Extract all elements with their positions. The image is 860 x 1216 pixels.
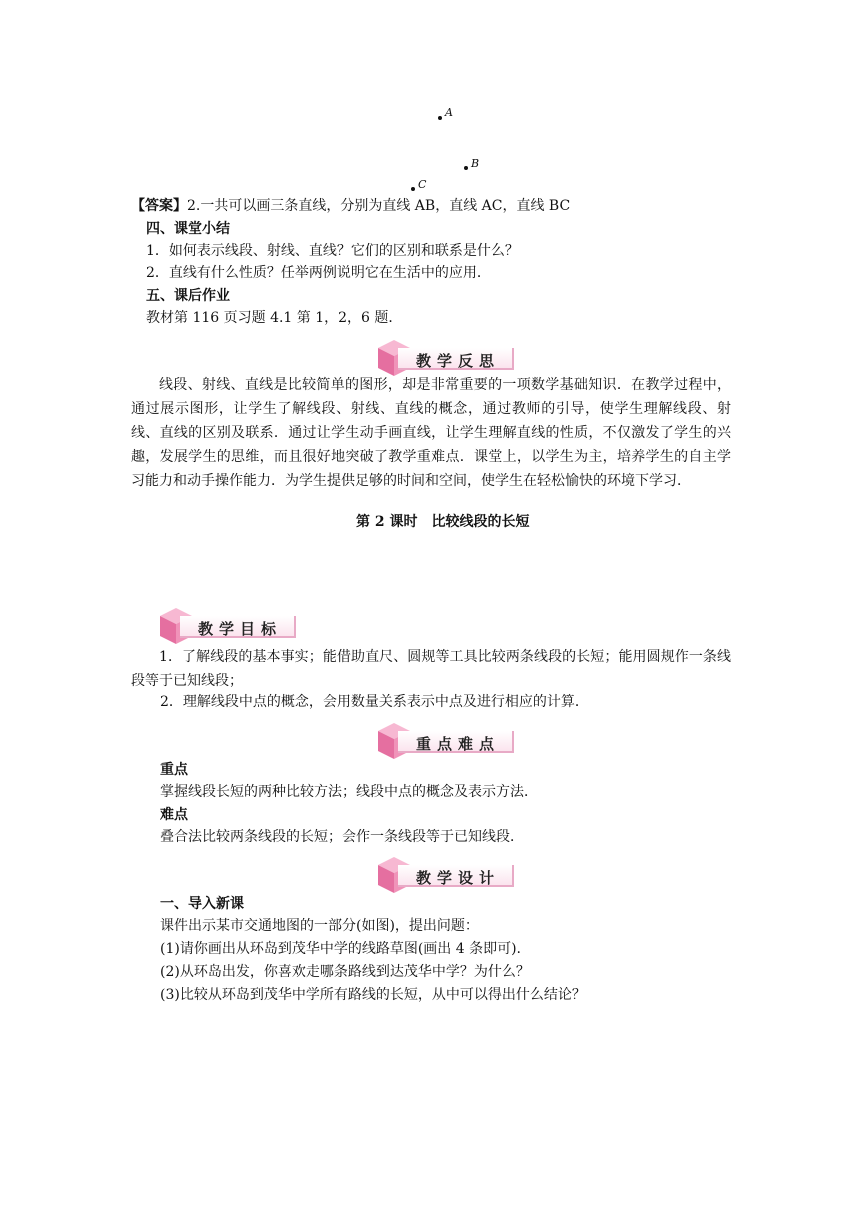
objective-1: 1．了解线段的基本事实；能借助直尺、圆规等工具比较两条线段的长短；能用圆规作一条线段等于已知线段； <box>131 649 731 689</box>
design-question-2: (2)从环岛出发，你喜欢走哪条路线到达茂华中学？为什么？ <box>160 964 530 980</box>
point-b-label: B <box>471 157 480 170</box>
objectives-banner <box>158 610 298 644</box>
section-5-title: 五、课后作业 <box>146 288 230 304</box>
homework-text: 教材第 116 页习题 4.1 第 1，2，6 题． <box>146 310 403 326</box>
design-question-1: (1)请你画出从环岛到茂华中学的线路草图(画出 4 条即可). <box>160 941 522 957</box>
design-intro: 课件出示某市交通地图的一部分(如图)，提出问题： <box>160 918 479 934</box>
point-a <box>438 116 442 120</box>
key-text: 掌握线段长短的两种比较方法；线段中点的概念及表示方法． <box>160 784 538 800</box>
design-section-1-title: 一、导入新课 <box>160 896 244 912</box>
summary-item-2: 2．直线有什么性质？任举两例说明它在生活中的应用． <box>146 265 491 281</box>
point-c <box>411 187 415 191</box>
reflection-banner <box>376 342 516 376</box>
difficulty-text: 叠合法比较两条线段的长短；会作一条线段等于已知线段． <box>160 829 524 845</box>
keypoints-banner-title: 重点难点 <box>416 735 501 753</box>
design-banner <box>376 859 516 893</box>
point-b <box>464 166 468 170</box>
point-a-label: A <box>445 106 453 119</box>
section-4-title: 四、课堂小结 <box>146 221 230 237</box>
difficulty-label: 难点 <box>160 807 188 823</box>
point-c-label: C <box>418 178 427 191</box>
reflection-paragraph: 线段、射线、直线是比较简单的图形，却是非常重要的一项数学基础知识．在教学过程中，通过展示图形，让学生了解线段、射线、直线的概念，通过教师的引导，使学生理解线段、射线、直线的区别及联系．通过让学生动手画直线，让学生理解直线的性质，不仅激发了学生的兴趣，发展学生的思维，而且很好地突破了教学重难点．课堂上，以学生为主，培养学生的自主学习能力和动手操作能力．为学生提供足够的时间和空间，使学生在轻松愉快的环境下学习． <box>131 377 731 489</box>
answer-line <box>131 196 570 216</box>
objective-2: 2．理解线段中点的概念，会用数量关系表示中点及进行相应的计算． <box>160 694 589 710</box>
answer-bracket: 【答案】 <box>131 198 187 214</box>
summary-item-1: 1．如何表示线段、射线、直线？它们的区别和联系是什么？ <box>146 243 519 259</box>
keypoints-banner <box>376 725 516 759</box>
objectives-banner-title: 教学目标 <box>198 620 283 638</box>
key-label: 重点 <box>160 762 188 778</box>
design-banner-title: 教学设计 <box>416 869 501 887</box>
reflection-banner-title: 教学反思 <box>416 352 501 370</box>
answer-text: 2.一共可以画三条直线，分别为直线 AB，直线 AC，直线 BC <box>187 198 571 214</box>
lesson-title: 第 2 课时 比较线段的长短 <box>356 514 530 530</box>
design-question-3: (3)比较从环岛到茂华中学所有路线的长短，从中可以得出什么结论？ <box>160 987 586 1003</box>
